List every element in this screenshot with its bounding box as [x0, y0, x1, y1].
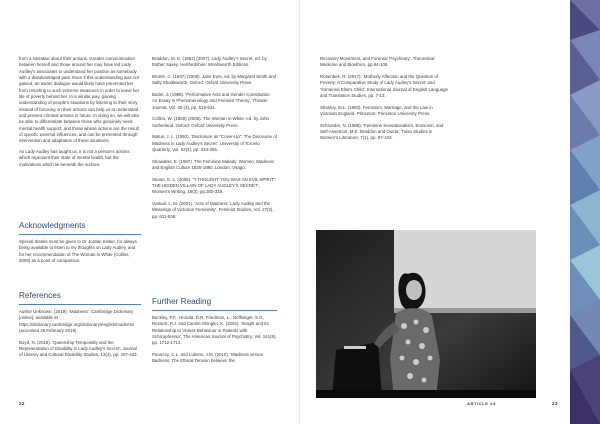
reference-entry: Pouncey, C.L. and Lukens, J.M. (2010). 'Madness versus Badness: The Ethical Tension between the: [152, 352, 264, 364]
reference-entry: Author Unknown. (2019). 'Madness'. Cambridge Dictionary [online], available at https://dictionary.cambridge.org/dictionary/english/madness (accessed 25 February 2019).: [19, 309, 135, 334]
reference-entry: Voskuil, L. M. (2001). 'Acts of Madness: Lady Audley and the Meanings of Victorian Femininity', Feminist Studies, Vol. 27(3), pp. 611-639.: [152, 200, 274, 219]
reference-entry: Braddon, M. E. (1862) (2007). Lady Audley's Secret, ed. by Esther Saxey. Hertfordshire: Wordsworth Editions.: [152, 56, 267, 68]
reference-entry: Butler, J. (1988). 'Performative Acts and Gender Constitution: An Essay in Phenomenology and Feminist Theory', Theatre Journal, Vol. 40 (4), pp. 519-531.: [152, 91, 271, 110]
acknowledgments-heading: Acknowledgments: [19, 221, 86, 230]
references-heading: References: [19, 291, 61, 300]
presenter-photo: [316, 230, 536, 398]
heading-rule: [152, 310, 277, 311]
reference-entry: Brontë, C. (1847) (2008). Jane Eyre, ed. by Margaret Smith and Sally Shuttleworth. Oxford: Oxford University Press.: [152, 73, 276, 86]
reference-entry: Showalter, E. (1987). The Feminine Malady: Women, Madness and English Culture 1830-1980. London: Virago.: [152, 158, 275, 170]
references-list-3: [320, 56, 448, 147]
acknowledgments-section: [19, 239, 141, 269]
references-list-1: [19, 309, 141, 364]
triangle-pattern-icon: [570, 0, 600, 424]
reference-entry: Collins, W. (1859) (2008). The Woman in White, ed. by John Sutherland. Oxford: Oxford University Press.: [152, 116, 269, 128]
references-list-2: [152, 56, 277, 225]
page-number-right: 23: [552, 401, 558, 406]
body-paragraph: As Lady Audley has taught us, it is not a person's actions which represent their state of mental health, but the motivations which lie beneath the surface.: [19, 149, 130, 167]
reference-entry: Rosenbek, R. (2017). 'Motherly Affection and the Question of Poverty: A Comparative Study of Lady Audley's Secret' and 'Someone Else's Child', International Journal of English Language and Translation Studies, pp. 7-13.: [320, 73, 448, 99]
body-paragraph: from a narrative about their actions. Greater communication between herself and those around her may have led Lady Audley's associates to understand her position as somebody with a disadvantaged past. Even if this understanding was not gained, an aware dialogue would likely have prevented her from resorting to such extreme measures in order to leave her life of poverty behind her. In a similar way, gaining understanding of people's situations by listening to their story instead of focusing on their actions can help us to understand and prevent criminal actions in future. In doing so, we will also be able to differentiate between those who genuinely need mental health support, and those whose actions are the result of specific external influences, and can be prevented through intervention and adaptation of these situations.: [19, 56, 140, 144]
article-label: ARTICLE #4: [467, 401, 496, 406]
reference-entry: Schroeder, N. (1988). 'Feminine Sensationalism, Eroticism, and Self-Assertion: M.E. Braddon and Ouida', Tulsa Studies in Women's Literature, 7(1), pp. 87-103.: [320, 122, 444, 141]
reference-entry: Stoner, E. L. (2008). '"I THOUGHT YOU WAS AN EVIL SPIRIT": THE HIDDEN VILLAIN OF LADY AUDLEY'S SECRET', Women's Writing, 15(3), pp.300-319.: [152, 176, 277, 195]
reference-entry: Boyd, N. (2018). 'Queenship Temporality and the Representation of Disability in Lady Audley's Secret', Journal of Literary and Cultural Disability Studies, 13(4), pp. 407-422.: [19, 339, 138, 358]
reference-entry: Matus, J. L. (1992). 'Disclosure as "Cover-Up": The Discourse of Madness in Lady Audley's Secret', University of Toronto Quarterly, Vol. 62(3), pp. 334-355.: [152, 134, 277, 152]
reference-entry: Buckley, P.F., Hrouda, D.R, Friedman, L., Noffsinger, S.G, Resnick, P.J. and Camlin-Shingler, K. (2004). 'Insight and its Relationship to Violent Behaviour in Patients with Schizophrenia', The American Journal of Psychiatry, Vol. 161(9), pp. 1712-1714.: [152, 315, 277, 346]
reference-entry: Shanley, M.L. (1993). Feminism, Marriage, and the Law in Victorian England. Princeton: Princeton University Press.: [320, 104, 433, 116]
further-reading-heading: Further Reading: [152, 297, 212, 306]
heading-rule: [19, 304, 141, 305]
left-column: [19, 56, 141, 172]
further-reading-list: [152, 315, 277, 370]
heading-rule: [19, 234, 141, 235]
acknowledgments-text: Special thanks must be given to Dr Jordan Kistler, for always being available to listen to my thoughts on Lady Audley, and for her recommendation of The Woman in White (Collins, 2008) as a point of comparison.: [19, 239, 137, 264]
person-presenting-icon: [316, 230, 536, 398]
reference-entry: Recovery Movement, and Forensic Psychiatry', Theoretical Medicine and Bioethics, pp.94-105.: [320, 56, 435, 68]
decorative-triangle-pattern: [570, 0, 600, 424]
page-number-left: 22: [19, 401, 25, 406]
